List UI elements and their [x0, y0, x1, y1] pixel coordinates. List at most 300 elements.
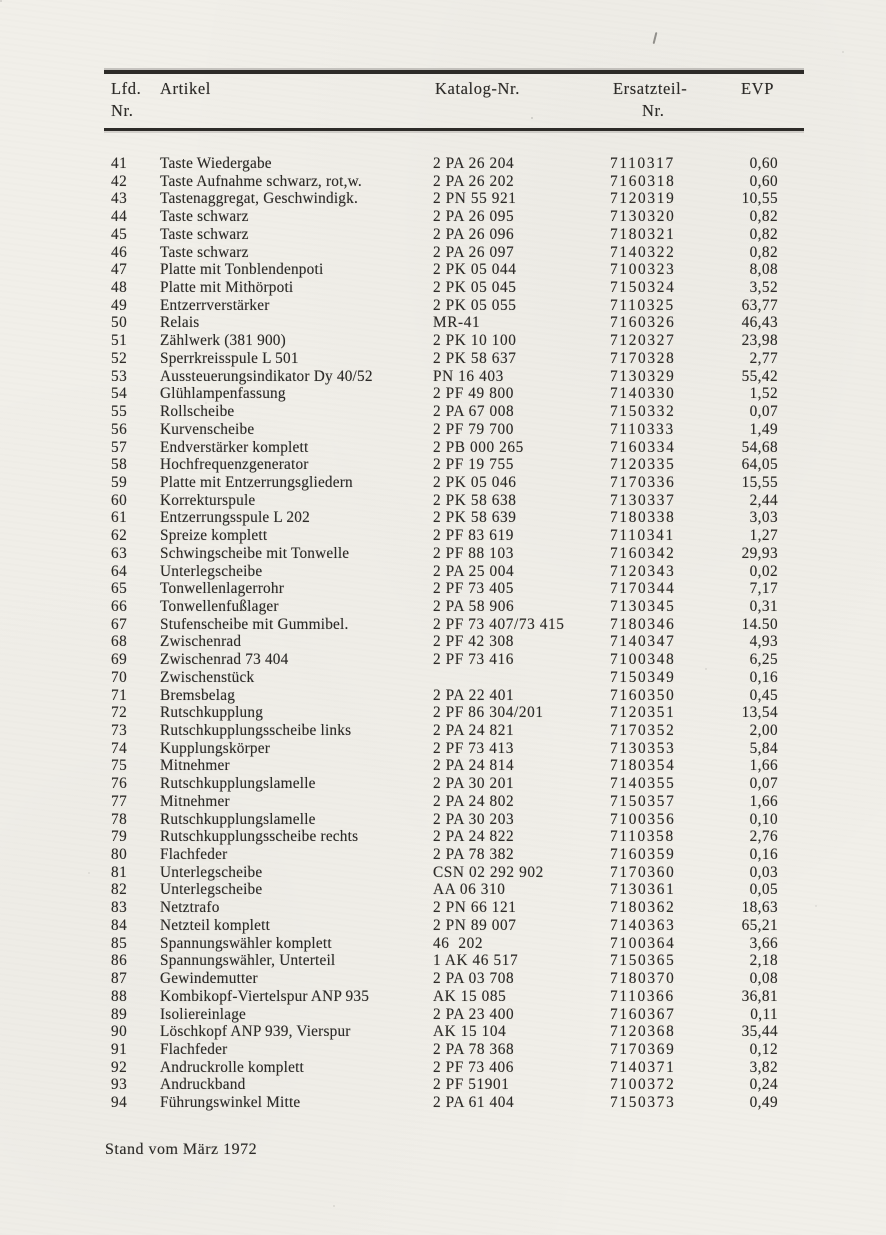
cell-artikel: Führungswinkel Mitte — [160, 1094, 301, 1112]
cell-evp: 3,03 — [749, 509, 778, 527]
cell-lfd-nr: 69 — [111, 651, 128, 669]
cell-ersatzteil-nr: 7140371 — [610, 1058, 676, 1076]
cell-artikel: Sperrkreisspule L 501 — [160, 349, 299, 367]
cell-lfd-nr: 70 — [111, 668, 128, 686]
cell-evp: 0,82 — [749, 225, 778, 243]
cell-artikel: Zwischenstück — [160, 668, 255, 686]
cell-ersatzteil-nr: 7130361 — [610, 881, 676, 899]
table-row — [0, 917, 886, 935]
cell-lfd-nr: 75 — [111, 757, 128, 775]
table-row — [0, 545, 886, 563]
cell-evp: 1,49 — [749, 420, 778, 438]
cell-artikel: Netzteil komplett — [160, 916, 271, 934]
cell-katalog-nr: 2 PB 000 265 — [433, 438, 524, 456]
cell-evp: 3,52 — [749, 279, 778, 297]
cell-artikel: Rutschkupplungslamelle — [160, 810, 316, 828]
cell-ersatzteil-nr: 7100364 — [610, 934, 676, 952]
cell-artikel: Andruckrolle komplett — [160, 1058, 304, 1076]
cell-katalog-nr: 2 PF 88 103 — [433, 544, 514, 562]
cell-katalog-nr: 2 PA 26 204 — [433, 155, 515, 172]
cell-artikel: Rutschkupplung — [160, 704, 264, 722]
cell-katalog-nr: 2 PA 24 802 — [433, 792, 515, 810]
cell-artikel: Korrekturspule — [160, 491, 256, 509]
cell-evp: 3,82 — [749, 1058, 778, 1076]
cell-lfd-nr: 48 — [111, 279, 128, 297]
table-row — [0, 899, 886, 917]
table-row — [0, 722, 886, 740]
cell-ersatzteil-nr: 7150349 — [610, 668, 676, 686]
table-row — [0, 1059, 886, 1077]
cell-artikel: Unterlegscheibe — [160, 881, 263, 899]
cell-ersatzteil-nr: 7120327 — [610, 332, 676, 350]
cell-ersatzteil-nr: 7110325 — [610, 296, 675, 314]
cell-ersatzteil-nr: 7170352 — [610, 722, 676, 739]
cell-ersatzteil-nr: 7170360 — [610, 863, 676, 881]
table-row — [0, 527, 886, 545]
table-row — [0, 208, 886, 226]
table-row — [0, 988, 886, 1006]
cell-evp: 54,68 — [741, 438, 778, 456]
cell-ersatzteil-nr: 7160359 — [610, 846, 676, 864]
cell-katalog-nr: 2 PN 89 007 — [433, 916, 517, 934]
table-row — [0, 1094, 886, 1112]
cell-lfd-nr: 72 — [111, 704, 128, 722]
cell-evp: 4,93 — [749, 633, 778, 651]
cell-lfd-nr: 57 — [111, 438, 128, 456]
cell-lfd-nr: 85 — [111, 934, 128, 952]
cell-lfd-nr: 77 — [111, 792, 128, 810]
table-row — [0, 173, 886, 191]
cell-katalog-nr: 2 PF 49 800 — [433, 385, 514, 403]
cell-katalog-nr: 2 PA 26 096 — [433, 225, 515, 243]
cell-evp: 0,10 — [749, 810, 778, 828]
cell-ersatzteil-nr: 7100348 — [610, 651, 676, 669]
cell-lfd-nr: 91 — [111, 1040, 128, 1058]
cell-ersatzteil-nr: 7130353 — [610, 739, 676, 757]
cell-lfd-nr: 55 — [111, 403, 128, 421]
cell-katalog-nr: 1 AK 46 517 — [433, 952, 519, 970]
cell-lfd-nr: 76 — [111, 775, 128, 793]
cell-ersatzteil-nr: 7110341 — [610, 527, 675, 545]
cell-ersatzteil-nr: 7120319 — [610, 190, 676, 208]
table-row — [0, 190, 886, 208]
cell-artikel: Zwischenrad — [160, 633, 242, 651]
cell-evp: 7,17 — [749, 580, 778, 598]
cell-katalog-nr: 2 PF 73 413 — [433, 739, 514, 757]
cell-lfd-nr: 43 — [111, 190, 128, 208]
table-row — [0, 421, 886, 439]
cell-evp: 0,24 — [749, 1076, 778, 1094]
cell-evp: 35,44 — [741, 1023, 778, 1041]
cell-katalog-nr: 2 PK 05 044 — [433, 261, 517, 279]
cell-artikel: Schwingscheibe mit Tonwelle — [160, 544, 350, 562]
cell-katalog-nr: 2 PK 05 055 — [433, 296, 517, 314]
table-header-rule — [104, 128, 804, 131]
cell-ersatzteil-nr: 7120343 — [610, 562, 676, 580]
cell-ersatzteil-nr: 7100323 — [610, 261, 676, 279]
column-header-artikel: Artikel — [160, 79, 211, 98]
cell-evp: 0,16 — [749, 846, 778, 864]
table-row — [0, 687, 886, 705]
column-header-lfd-nr: Nr. — [111, 101, 134, 120]
cell-ersatzteil-nr: 7180370 — [610, 970, 676, 988]
cell-lfd-nr: 52 — [111, 349, 128, 367]
table-row — [0, 598, 886, 616]
table-row — [0, 492, 886, 510]
table-row — [0, 456, 886, 474]
cell-ersatzteil-nr: 7100356 — [610, 810, 676, 828]
table-row — [0, 1041, 886, 1059]
cell-evp: 0,07 — [749, 403, 778, 421]
cell-evp: 0,05 — [749, 881, 778, 899]
cell-lfd-nr: 89 — [111, 1005, 128, 1023]
cell-evp: 13,54 — [741, 704, 778, 722]
cell-katalog-nr: 2 PA 26 095 — [433, 208, 515, 226]
cell-lfd-nr: 58 — [111, 456, 128, 474]
cell-ersatzteil-nr: 7160326 — [610, 314, 676, 332]
cell-artikel: Taste schwarz — [160, 225, 249, 243]
cell-lfd-nr: 68 — [111, 633, 128, 651]
cell-ersatzteil-nr: 7150357 — [610, 792, 676, 810]
cell-ersatzteil-nr: 7130320 — [610, 208, 676, 226]
cell-katalog-nr: 2 PA 26 202 — [433, 172, 515, 190]
cell-ersatzteil-nr: 7160334 — [610, 438, 676, 456]
cell-ersatzteil-nr: 7160350 — [610, 686, 676, 704]
cell-artikel: Taste Wiedergabe — [160, 155, 272, 172]
cell-evp: 1,27 — [749, 527, 778, 545]
cell-katalog-nr: 2 PA 03 708 — [433, 970, 515, 988]
cell-lfd-nr: 88 — [111, 987, 128, 1005]
cell-lfd-nr: 60 — [111, 491, 128, 509]
table-row — [0, 439, 886, 457]
cell-evp: 15,55 — [741, 473, 778, 491]
cell-artikel: Endverstärker komplett — [160, 438, 309, 456]
cell-evp: 0,02 — [749, 562, 778, 580]
cell-lfd-nr: 61 — [111, 509, 128, 527]
cell-katalog-nr: 2 PF 73 416 — [433, 651, 514, 669]
cell-lfd-nr: 83 — [111, 899, 128, 917]
cell-lfd-nr: 56 — [111, 420, 128, 438]
cell-evp: 6,25 — [749, 651, 778, 669]
cell-evp: 0,60 — [749, 155, 778, 172]
cell-ersatzteil-nr: 7150373 — [610, 1094, 676, 1112]
cell-evp: 0,12 — [749, 1040, 778, 1058]
column-header-katalog-nr: Katalog-Nr. — [435, 79, 520, 98]
cell-katalog-nr: MR-41 — [433, 314, 481, 332]
cell-katalog-nr: AA 06 310 — [433, 881, 506, 899]
cell-lfd-nr: 41 — [111, 155, 128, 172]
cell-katalog-nr: 2 PK 58 639 — [433, 509, 517, 527]
cell-ersatzteil-nr: 7150332 — [610, 403, 676, 421]
cell-katalog-nr: PN 16 403 — [433, 367, 504, 385]
column-header-ersatzteil-nr: Nr. — [642, 101, 665, 120]
table-row — [0, 385, 886, 403]
cell-artikel: Rutschkupplungslamelle — [160, 775, 316, 793]
cell-katalog-nr: 2 PA 22 401 — [433, 686, 515, 704]
cell-lfd-nr: 87 — [111, 970, 128, 988]
table-row — [0, 952, 886, 970]
cell-evp: 2,00 — [749, 722, 778, 739]
cell-katalog-nr: AK 15 104 — [433, 1023, 507, 1041]
cell-lfd-nr: 49 — [111, 296, 128, 314]
cell-katalog-nr: 2 PF 73 406 — [433, 1058, 514, 1076]
cell-lfd-nr: 71 — [111, 686, 128, 704]
cell-artikel: Taste schwarz — [160, 243, 249, 261]
cell-katalog-nr: 2 PA 24 822 — [433, 828, 515, 846]
cell-artikel: Mitnehmer — [160, 757, 230, 775]
cell-artikel: Platte mit Tonblendenpoti — [160, 261, 324, 279]
table-row — [0, 704, 886, 722]
cell-artikel: Zählwerk (381 900) — [160, 332, 286, 350]
cell-artikel: Taste Aufnahme schwarz, rot,w. — [160, 172, 362, 190]
cell-lfd-nr: 59 — [111, 473, 128, 491]
cell-lfd-nr: 80 — [111, 846, 128, 864]
cell-evp: 0,60 — [749, 172, 778, 190]
table-row — [0, 828, 886, 846]
table-row — [0, 651, 886, 669]
table-row — [0, 332, 886, 350]
cell-ersatzteil-nr: 7130329 — [610, 367, 676, 385]
cell-artikel: Rutschkupplungsscheibe links — [160, 722, 352, 739]
cell-artikel: Platte mit Entzerrungsgliedern — [160, 473, 353, 491]
table-row — [0, 509, 886, 527]
cell-ersatzteil-nr: 7130337 — [610, 491, 676, 509]
cell-katalog-nr: 2 PA 58 906 — [433, 597, 515, 615]
cell-artikel: Spannungswähler komplett — [160, 934, 332, 952]
table-row — [0, 811, 886, 829]
cell-artikel: Isoliereinlage — [160, 1005, 247, 1023]
cell-lfd-nr: 53 — [111, 367, 128, 385]
cell-artikel: Kurvenscheibe — [160, 420, 255, 438]
cell-evp: 5,84 — [749, 739, 778, 757]
table-row — [0, 1023, 886, 1041]
cell-lfd-nr: 92 — [111, 1058, 128, 1076]
cell-lfd-nr: 78 — [111, 810, 128, 828]
cell-ersatzteil-nr: 7140330 — [610, 385, 676, 403]
cell-katalog-nr: 2 PK 58 638 — [433, 491, 517, 509]
cell-ersatzteil-nr: 7110333 — [610, 420, 675, 438]
cell-ersatzteil-nr: 7170369 — [610, 1040, 676, 1058]
cell-artikel: Rutschkupplungsscheibe rechts — [160, 828, 359, 846]
cell-evp: 2,18 — [749, 952, 778, 970]
table-rows — [0, 155, 886, 1112]
cell-ersatzteil-nr: 7110358 — [610, 828, 675, 846]
cell-ersatzteil-nr: 7140322 — [610, 243, 676, 261]
cell-lfd-nr: 47 — [111, 261, 128, 279]
cell-katalog-nr: 2 PF 51901 — [433, 1076, 510, 1094]
cell-evp: 63,77 — [741, 296, 778, 314]
cell-artikel: Gewindemutter — [160, 970, 258, 988]
cell-evp: 0,08 — [749, 970, 778, 988]
cell-lfd-nr: 94 — [111, 1094, 128, 1112]
cell-katalog-nr: 2 PA 24 821 — [433, 722, 515, 739]
table-row — [0, 616, 886, 634]
table-row — [0, 775, 886, 793]
cell-evp: 0,07 — [749, 775, 778, 793]
cell-katalog-nr: 2 PK 58 637 — [433, 349, 517, 367]
cell-artikel: Mitnehmer — [160, 792, 230, 810]
cell-katalog-nr: 2 PN 55 921 — [433, 190, 517, 208]
cell-katalog-nr: 2 PA 61 404 — [433, 1094, 515, 1112]
cell-evp: 3,66 — [749, 934, 778, 952]
table-row — [0, 935, 886, 953]
table-row — [0, 757, 886, 775]
cell-katalog-nr: 2 PA 24 814 — [433, 757, 515, 775]
cell-katalog-nr: 2 PF 86 304/201 — [433, 704, 544, 722]
cell-artikel: Kombikopf-Viertelspur ANP 935 — [160, 987, 370, 1005]
cell-artikel: Zwischenrad 73 404 — [160, 651, 289, 669]
page-footer-date: Stand vom März 1972 — [105, 1141, 258, 1158]
cell-evp: 2,76 — [749, 828, 778, 846]
cell-katalog-nr: AK 15 085 — [433, 987, 507, 1005]
cell-evp: 0,49 — [749, 1094, 778, 1112]
cell-evp: 0,82 — [749, 208, 778, 226]
cell-lfd-nr: 74 — [111, 739, 128, 757]
cell-ersatzteil-nr: 7180321 — [610, 225, 676, 243]
cell-evp: 0,16 — [749, 668, 778, 686]
cell-katalog-nr: 2 PA 67 008 — [433, 403, 515, 421]
cell-ersatzteil-nr: 7160318 — [610, 172, 676, 190]
table-row — [0, 261, 886, 279]
cell-evp: 55,42 — [741, 367, 778, 385]
table-row — [0, 474, 886, 492]
cell-artikel: Glühlampenfassung — [160, 385, 286, 403]
cell-katalog-nr: 2 PA 25 004 — [433, 562, 515, 580]
table-row — [0, 633, 886, 651]
cell-lfd-nr: 82 — [111, 881, 128, 899]
cell-evp: 1,66 — [749, 792, 778, 810]
cell-katalog-nr: 2 PF 73 405 — [433, 580, 514, 598]
cell-katalog-nr: 2 PA 30 201 — [433, 775, 515, 793]
cell-artikel: Flachfeder — [160, 1040, 228, 1058]
cell-lfd-nr: 51 — [111, 332, 128, 350]
cell-evp: 1,66 — [749, 757, 778, 775]
cell-artikel: Tonwellenlagerrohr — [160, 580, 285, 598]
cell-ersatzteil-nr: 7120335 — [610, 456, 676, 474]
cell-ersatzteil-nr: 7160342 — [610, 544, 676, 562]
cell-evp: 2,77 — [749, 349, 778, 367]
cell-evp: 14.50 — [741, 615, 778, 633]
table-row — [0, 279, 886, 297]
scan-artifact-mark — [653, 32, 657, 44]
cell-artikel: Entzerrverstärker — [160, 296, 270, 314]
cell-lfd-nr: 81 — [111, 863, 128, 881]
cell-artikel: Unterlegscheibe — [160, 863, 263, 881]
table-row — [0, 403, 886, 421]
cell-katalog-nr: 2 PK 05 046 — [433, 473, 517, 491]
cell-evp: 36,81 — [741, 987, 778, 1005]
cell-ersatzteil-nr: 7180338 — [610, 509, 676, 527]
cell-lfd-nr: 67 — [111, 615, 128, 633]
cell-katalog-nr: 2 PF 83 619 — [433, 527, 514, 545]
cell-evp: 64,05 — [741, 456, 778, 474]
cell-lfd-nr: 62 — [111, 527, 128, 545]
cell-evp: 0,45 — [749, 686, 778, 704]
cell-ersatzteil-nr: 7110317 — [610, 155, 675, 172]
cell-evp: 1,52 — [749, 385, 778, 403]
cell-ersatzteil-nr: 7100372 — [610, 1076, 676, 1094]
cell-katalog-nr: 2 PK 10 100 — [433, 332, 517, 350]
cell-evp: 65,21 — [741, 916, 778, 934]
cell-katalog-nr: 2 PA 78 382 — [433, 846, 515, 864]
cell-ersatzteil-nr: 7130345 — [610, 597, 676, 615]
table-row — [0, 846, 886, 864]
cell-ersatzteil-nr: 7180346 — [610, 615, 676, 633]
cell-katalog-nr: 2 PA 26 097 — [433, 243, 515, 261]
table-row — [0, 244, 886, 262]
cell-artikel: Taste schwarz — [160, 208, 249, 226]
cell-katalog-nr: 2 PF 79 700 — [433, 420, 514, 438]
cell-evp: 10,55 — [741, 190, 778, 208]
cell-katalog-nr: 2 PA 30 203 — [433, 810, 515, 828]
cell-evp: 18,63 — [741, 899, 778, 917]
cell-lfd-nr: 93 — [111, 1076, 128, 1094]
cell-lfd-nr: 64 — [111, 562, 128, 580]
cell-artikel: Bremsbelag — [160, 686, 236, 704]
table-row — [0, 350, 886, 368]
cell-ersatzteil-nr: 7160367 — [610, 1005, 676, 1023]
cell-artikel: Kupplungskörper — [160, 739, 271, 757]
cell-lfd-nr: 86 — [111, 952, 128, 970]
column-header-evp: EVP — [741, 79, 774, 98]
table-row — [0, 740, 886, 758]
cell-ersatzteil-nr: 7120351 — [610, 704, 676, 722]
cell-artikel: Flachfeder — [160, 846, 228, 864]
cell-artikel: Unterlegscheibe — [160, 562, 263, 580]
table-row — [0, 881, 886, 899]
cell-ersatzteil-nr: 7110366 — [610, 987, 675, 1005]
column-header-ersatzteil: Ersatzteil- — [613, 79, 688, 98]
cell-ersatzteil-nr: 7150365 — [610, 952, 676, 970]
cell-lfd-nr: 90 — [111, 1023, 128, 1041]
cell-evp: 2,44 — [749, 491, 778, 509]
cell-lfd-nr: 84 — [111, 916, 128, 934]
cell-evp: 23,98 — [741, 332, 778, 350]
cell-artikel: Stufenscheibe mit Gummibel. — [160, 615, 349, 633]
table-top-rule — [104, 70, 804, 74]
cell-artikel: Relais — [160, 314, 200, 332]
cell-katalog-nr: 2 PF 19 755 — [433, 456, 514, 474]
cell-evp: 29,93 — [741, 544, 778, 562]
cell-artikel: Spannungswähler, Unterteil — [160, 952, 336, 970]
cell-ersatzteil-nr: 7170328 — [610, 349, 676, 367]
cell-evp: 0,03 — [749, 863, 778, 881]
cell-ersatzteil-nr: 7180362 — [610, 899, 676, 917]
table-row — [0, 1006, 886, 1024]
cell-evp: 46,43 — [741, 314, 778, 332]
cell-evp: 8,08 — [749, 261, 778, 279]
cell-evp: 0,11 — [750, 1005, 778, 1023]
cell-katalog-nr: 2 PK 05 045 — [433, 279, 517, 297]
cell-ersatzteil-nr: 7140363 — [610, 916, 676, 934]
cell-lfd-nr: 42 — [111, 172, 128, 190]
cell-artikel: Tonwellenfußlager — [160, 597, 279, 615]
column-header-lfd: Lfd. — [111, 79, 142, 98]
cell-lfd-nr: 65 — [111, 580, 128, 598]
cell-artikel: Netztrafo — [160, 899, 220, 917]
cell-lfd-nr: 50 — [111, 314, 128, 332]
cell-katalog-nr: CSN 02 292 902 — [433, 863, 544, 881]
table-row — [0, 669, 886, 687]
cell-katalog-nr: 2 PF 42 308 — [433, 633, 514, 651]
cell-ersatzteil-nr: 7120368 — [610, 1023, 676, 1041]
table-row — [0, 368, 886, 386]
cell-ersatzteil-nr: 7150324 — [610, 279, 676, 297]
table-row — [0, 226, 886, 244]
cell-artikel: Aussteuerungsindikator Dy 40/52 — [160, 367, 373, 385]
cell-artikel: Hochfrequenzgenerator — [160, 456, 309, 474]
cell-artikel: Tastenaggregat, Geschwindigk. — [160, 190, 359, 208]
